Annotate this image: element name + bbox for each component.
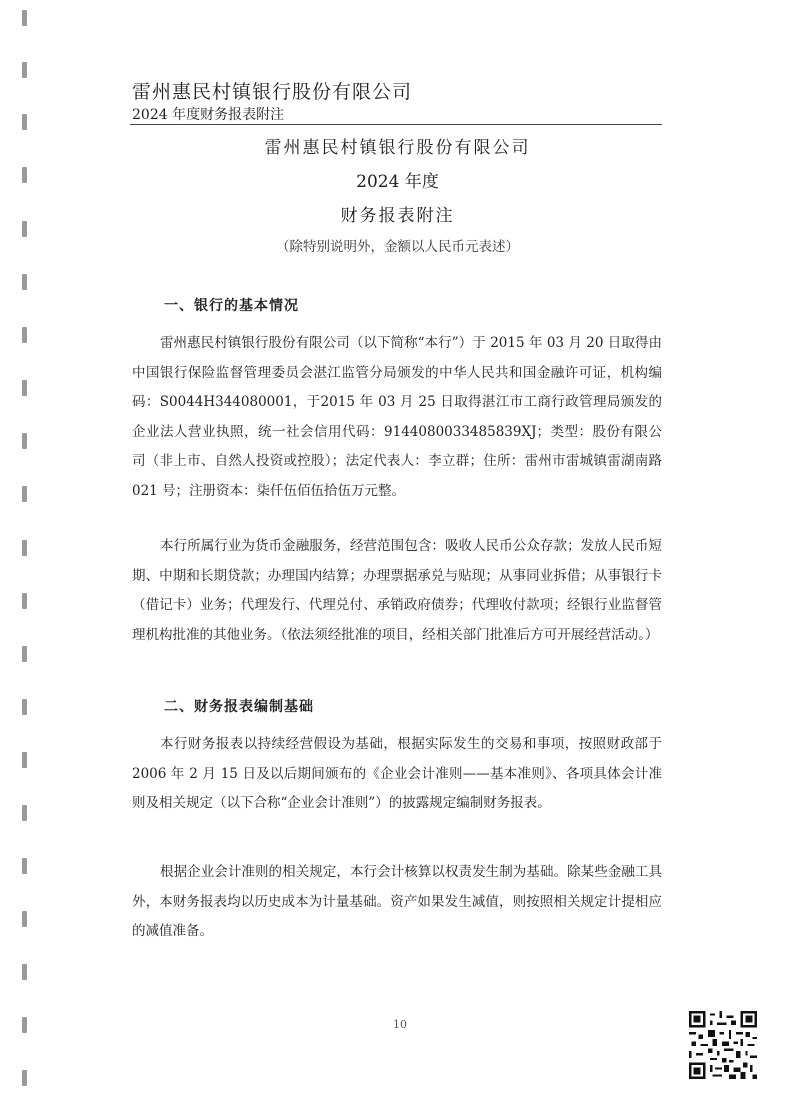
binding-mark [22, 380, 27, 396]
binding-mark [22, 911, 27, 927]
binding-mark [22, 1070, 27, 1086]
paragraph-going-concern: 本行财务报表以持续经营假设为基础，根据实际发生的交易和事项，按照财政部于2006 年 2 月 15 日及以后期间颁布的《企业会计准则——基本准则》、各项具体会计准则及相关规定（以下合称“企业会计准则”）的披露规定编制财务报表。 [132, 736, 662, 812]
binding-mark [22, 593, 27, 609]
binding-mark [22, 699, 27, 715]
binding-mark [22, 805, 27, 821]
binding-mark [22, 327, 27, 343]
binding-mark [22, 646, 27, 662]
binding-mark [22, 964, 27, 980]
document-title-year: 2024 年度 [356, 172, 439, 192]
paragraph-accrual-basis: 根据企业会计准则的相关规定，本行会计核算以权责发生制为基础。除某些金融工具外，本财务报表均以历史成本为计量基础。资产如果发生减值，则按照相关规定计提相应的减值准备。 [132, 864, 662, 940]
paragraph-bank-registration: 雷州惠民村镇银行股份有限公司（以下简称“本行”）于 2015 年 03 月 20 日取得由中国银行保险监督管理委员会湛江监管分局颁发的中华人民共和国金融许可证，机构编码：S0044H344080001，于2015 年 03 月 25 日取得湛江市工商行政管理局颁发的企业法人营业执照，统一社会信用代码：9144080033485839XJ；类型：股份有限公司（非上市、自然人投资或控股）；法定代表人：李立群；住所：雷州市雷城镇雷湖南路 021 号；注册资本：柒仟伍佰伍拾伍万元整。 [132, 335, 662, 499]
binding-mark [22, 167, 27, 183]
binding-mark [22, 1017, 27, 1033]
section-heading-preparation-basis: 二、财务报表编制基础 [164, 699, 314, 715]
binding-mark [22, 858, 27, 874]
binding-mark [22, 274, 27, 290]
binding-mark [22, 221, 27, 237]
binding-mark [22, 752, 27, 768]
binding-mark [22, 540, 27, 556]
qr-code-icon [689, 1011, 757, 1079]
running-header-company: 雷州惠民村镇银行股份有限公司 [132, 81, 413, 103]
header-rule [130, 124, 662, 125]
binding-marks [22, 0, 30, 1111]
binding-mark [22, 10, 27, 26]
binding-mark [22, 433, 27, 449]
paragraph-business-scope: 本行所属行业为货币金融服务，经营范围包含：吸收人民币公众存款；发放人民币短期、中期和长期贷款；办理国内结算；办理票据承兑与贴现；从事同业拆借；从事银行卡（借记卡）业务；代理发行、代理兑付、承销政府债券；代理收付款项；经银行业监督管理机构批准的其他业务。（依法须经批准的项目，经相关部门批准后方可开展经营活动。） [132, 538, 662, 643]
currency-note: （除特别说明外，金额以人民币元表述） [276, 239, 519, 255]
document-title-company: 雷州惠民村镇银行股份有限公司 [264, 138, 531, 158]
running-header-subtitle: 2024 年度财务报表附注 [132, 107, 285, 123]
section-heading-basic-info: 一、银行的基本情况 [164, 298, 299, 314]
binding-mark [22, 62, 27, 78]
page-number: 10 [393, 1018, 407, 1031]
binding-mark [22, 114, 27, 130]
binding-mark [22, 486, 27, 502]
document-title: 财务报表附注 [340, 206, 455, 226]
